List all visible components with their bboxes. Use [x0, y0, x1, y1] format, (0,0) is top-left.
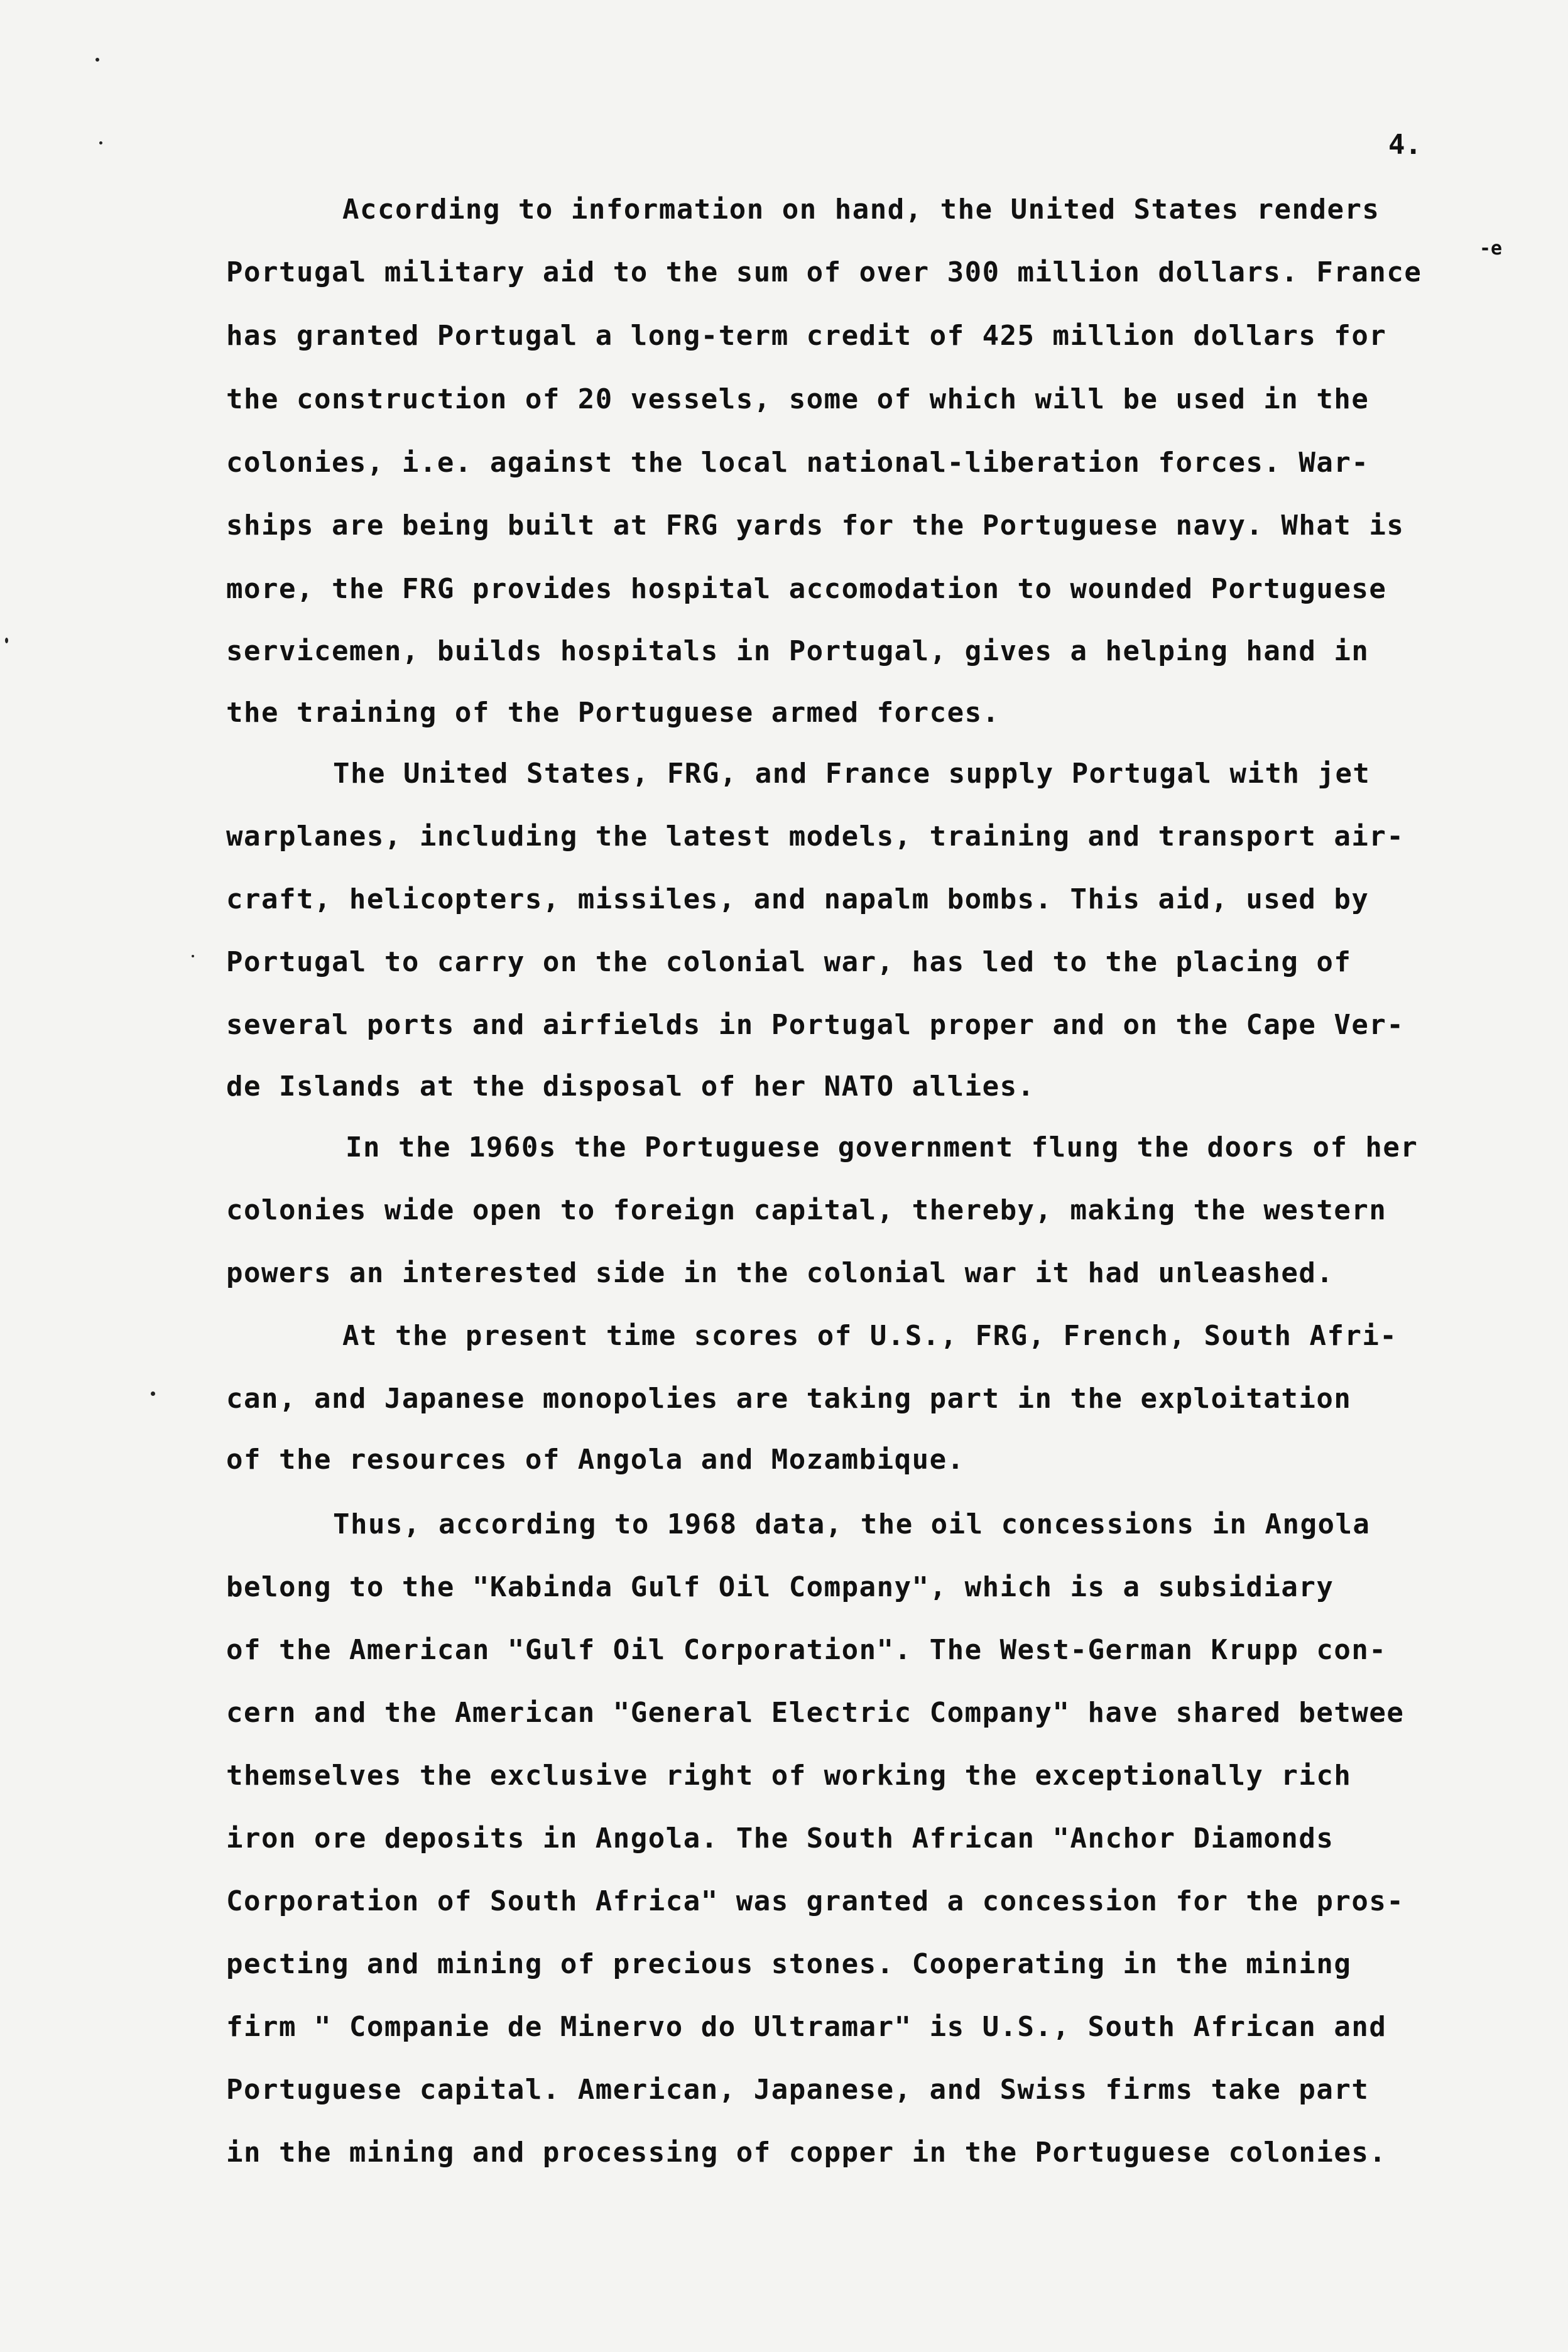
- text-line: At the present time scores of U.S., FRG, French, South Afri-: [342, 1320, 1398, 1352]
- page-number: 4.: [1388, 129, 1422, 161]
- text-line: Portugal to carry on the colonial war, has led to the placing of: [226, 946, 1352, 978]
- text-line: of the American "Gulf Oil Corporation". The West-German Krupp con-: [226, 1634, 1387, 1666]
- scan-speck: [151, 1391, 155, 1396]
- text-line: belong to the "Kabinda Gulf Oil Company", which is a subsidiary: [226, 1571, 1334, 1603]
- text-line: firm " Companie de Minervo do Ultramar" is U.S., South African and: [226, 2011, 1387, 2043]
- scan-speck: [192, 955, 194, 957]
- text-line: has granted Portugal a long-term credit of 425 million dollars for: [226, 320, 1387, 352]
- text-line: According to information on hand, the United States renders: [342, 193, 1380, 226]
- text-line: several ports and airfields in Portugal proper and on the Cape Ver-: [226, 1009, 1405, 1041]
- text-line: can, and Japanese monopolies are taking part in the exploitation: [226, 1383, 1352, 1415]
- text-line: of the resources of Angola and Mozambique.: [226, 1444, 965, 1476]
- text-line: iron ore deposits in Angola. The South African "Anchor Diamonds: [226, 1822, 1334, 1854]
- text-line: Thus, according to 1968 data, the oil concessions in Angola: [333, 1508, 1371, 1540]
- text-line: Corporation of South Africa" was granted a concession for the pros-: [226, 1885, 1405, 1917]
- scan-speck: [5, 638, 8, 643]
- text-line: pecting and mining of precious stones. Cooperating in the mining: [226, 1948, 1352, 1980]
- scan-speck: [99, 141, 102, 144]
- text-line: warplanes, including the latest models, training and transport air-: [226, 820, 1405, 852]
- handwritten-correction-mark: -e: [1479, 237, 1503, 259]
- text-line: craft, helicopters, missiles, and napalm bombs. This aid, used by: [226, 883, 1369, 915]
- text-line: Portuguese capital. American, Japanese, and Swiss firms take part: [226, 2074, 1369, 2106]
- text-line: more, the FRG provides hospital accomodation to wounded Portuguese: [226, 573, 1387, 605]
- text-line: powers an interested side in the colonial war it had unleashed.: [226, 1257, 1334, 1289]
- text-line: servicemen, builds hospitals in Portugal, gives a helping hand in: [226, 635, 1369, 667]
- text-line: Portugal military aid to the sum of over 300 million dollars. France: [226, 256, 1422, 288]
- text-line: colonies, i.e. against the local national-liberation forces. War-: [226, 447, 1369, 479]
- text-line: themselves the exclusive right of working the exceptionally rich: [226, 1760, 1352, 1792]
- text-line: The United States, FRG, and France supply Portugal with jet: [333, 758, 1371, 790]
- text-line: cern and the American "General Electric Company" have shared betwee: [226, 1697, 1405, 1729]
- text-line: ships are being built at FRG yards for the Portuguese navy. What is: [226, 509, 1405, 542]
- text-line: de Islands at the disposal of her NATO allies.: [226, 1070, 1035, 1102]
- text-line: the training of the Portuguese armed forces.: [226, 697, 1000, 729]
- text-line: the construction of 20 vessels, some of which will be used in the: [226, 383, 1369, 415]
- scan-speck: [95, 58, 99, 62]
- text-line: colonies wide open to foreign capital, thereby, making the western: [226, 1194, 1387, 1226]
- text-line: In the 1960s the Portuguese government flung the doors of her: [346, 1131, 1418, 1163]
- text-line: in the mining and processing of copper in the Portuguese colonies.: [226, 2137, 1387, 2169]
